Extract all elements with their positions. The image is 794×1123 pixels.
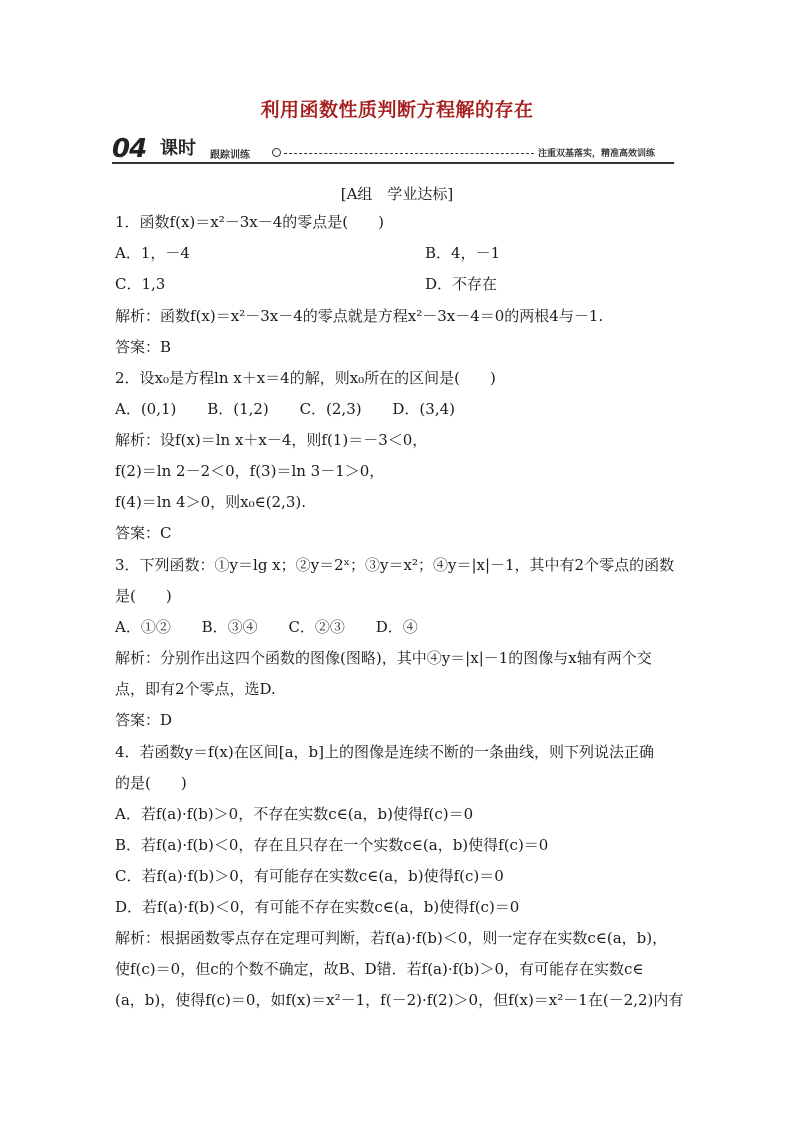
q3-option-b: B．③④ bbox=[201, 618, 258, 636]
q1-stem: 1．函数f(x)＝x²－3x－4的零点是( ) bbox=[115, 213, 384, 231]
q1-answer: 答案：B bbox=[115, 338, 172, 356]
q4-solution-line3: (a，b)，使得f(c)＝0，如f(x)＝x²－1，f(－2)·f(2)＞0，但f(x)＝x²－1在(－2,2)内有 bbox=[115, 991, 684, 1009]
q1-options-row1 bbox=[115, 243, 501, 263]
q3-stem-line1: 3．下列函数：①y＝lg x；②y＝2ˣ；③y＝x²；④y＝|x|－1，其中有2个零点的函数 bbox=[115, 556, 675, 574]
q3-stem-line2: 是( ) bbox=[115, 587, 172, 605]
q3-option-c: C．②③ bbox=[288, 618, 345, 636]
q2-solution-line3: f(4)＝ln 4＞0，则x₀∈(2,3). bbox=[115, 493, 307, 511]
q2-option-d: D．(3,4) bbox=[392, 400, 455, 418]
q1-option-d: D．不存在 bbox=[425, 275, 498, 293]
q4-option-d: D．若f(a)·f(b)＜0，有可能不存在实数c∈(a，b)使得f(c)＝0 bbox=[115, 898, 520, 916]
q1-option-b: B．4，－1 bbox=[425, 244, 501, 262]
q3-solution-line2: 点，即有2个零点，选D. bbox=[115, 680, 276, 698]
arrow-circle-icon bbox=[272, 148, 281, 157]
q4-option-c: C．若f(a)·f(b)＞0，有可能存在实数c∈(a，b)使得f(c)＝0 bbox=[115, 867, 504, 885]
q3-option-d: D．④ bbox=[375, 618, 418, 636]
q2-options bbox=[115, 399, 455, 419]
q2-option-b: B．(1,2) bbox=[207, 400, 269, 418]
q1-solution: 解析：函数f(x)＝x²－3x－4的零点就是方程x²－3x－4＝0的两根4与－1. bbox=[115, 307, 604, 325]
q4-option-b: B．若f(a)·f(b)＜0，存在且只存在一个实数c∈(a，b)使得f(c)＝0 bbox=[115, 836, 549, 854]
q2-option-a: A．(0,1) bbox=[115, 400, 177, 418]
q2-stem: 2．设x₀是方程ln x＋x＝4的解，则x₀所在的区间是( ) bbox=[115, 369, 496, 387]
q2-option-c: C．(2,3) bbox=[299, 400, 362, 418]
q4-stem-line1: 4．若函数y＝f(x)在区间[a，b]上的图像是连续不断的一条曲线，则下列说法正确 bbox=[115, 743, 654, 761]
q4-solution-line1: 解析：根据函数零点存在定理可判断，若f(a)·f(b)＜0，则一定存在实数c∈(a，b)， bbox=[115, 929, 668, 947]
page-title: 利用函数性质判断方程解的存在 bbox=[260, 99, 534, 121]
q3-answer: 答案：D bbox=[115, 711, 173, 729]
q1-options-row2 bbox=[115, 274, 498, 294]
q1-option-c: C．1,3 bbox=[115, 275, 166, 293]
banner-subtitle: 跟踪训练 bbox=[210, 150, 250, 161]
section-heading: [A组 学业达标] bbox=[340, 185, 454, 203]
q4-stem-line2: 的是( ) bbox=[115, 774, 187, 792]
q2-solution-line1: 解析：设f(x)＝ln x＋x－4，则f(1)＝－3＜0， bbox=[115, 431, 428, 449]
lesson-number: 04 bbox=[112, 134, 147, 164]
q4-option-a: A．若f(a)·f(b)＞0，不存在实数c∈(a，b)使得f(c)＝0 bbox=[115, 805, 474, 823]
q2-answer: 答案：C bbox=[115, 524, 172, 542]
banner-slogan: 注重双基落实，精准高效训练 bbox=[538, 149, 656, 159]
q2-solution-line2: f(2)＝ln 2－2＜0，f(3)＝ln 3－1＞0， bbox=[115, 462, 385, 480]
q3-option-a: A．①② bbox=[115, 618, 171, 636]
q3-solution-line1: 解析：分别作出这四个函数的图像(图略)，其中④y＝|x|－1的图像与x轴有两个交 bbox=[115, 649, 652, 667]
lesson-banner bbox=[112, 134, 674, 166]
banner-rule bbox=[112, 162, 674, 164]
q4-solution-line2: 使f(c)＝0，但c的个数不确定，故B、D错．若f(a)·f(b)＞0，有可能存在实数c∈ bbox=[115, 960, 644, 978]
banner-dashed-divider bbox=[284, 153, 534, 154]
q1-option-a: A．1，－4 bbox=[115, 244, 190, 262]
q3-options bbox=[115, 617, 418, 637]
lesson-label: 课时 bbox=[160, 138, 196, 159]
